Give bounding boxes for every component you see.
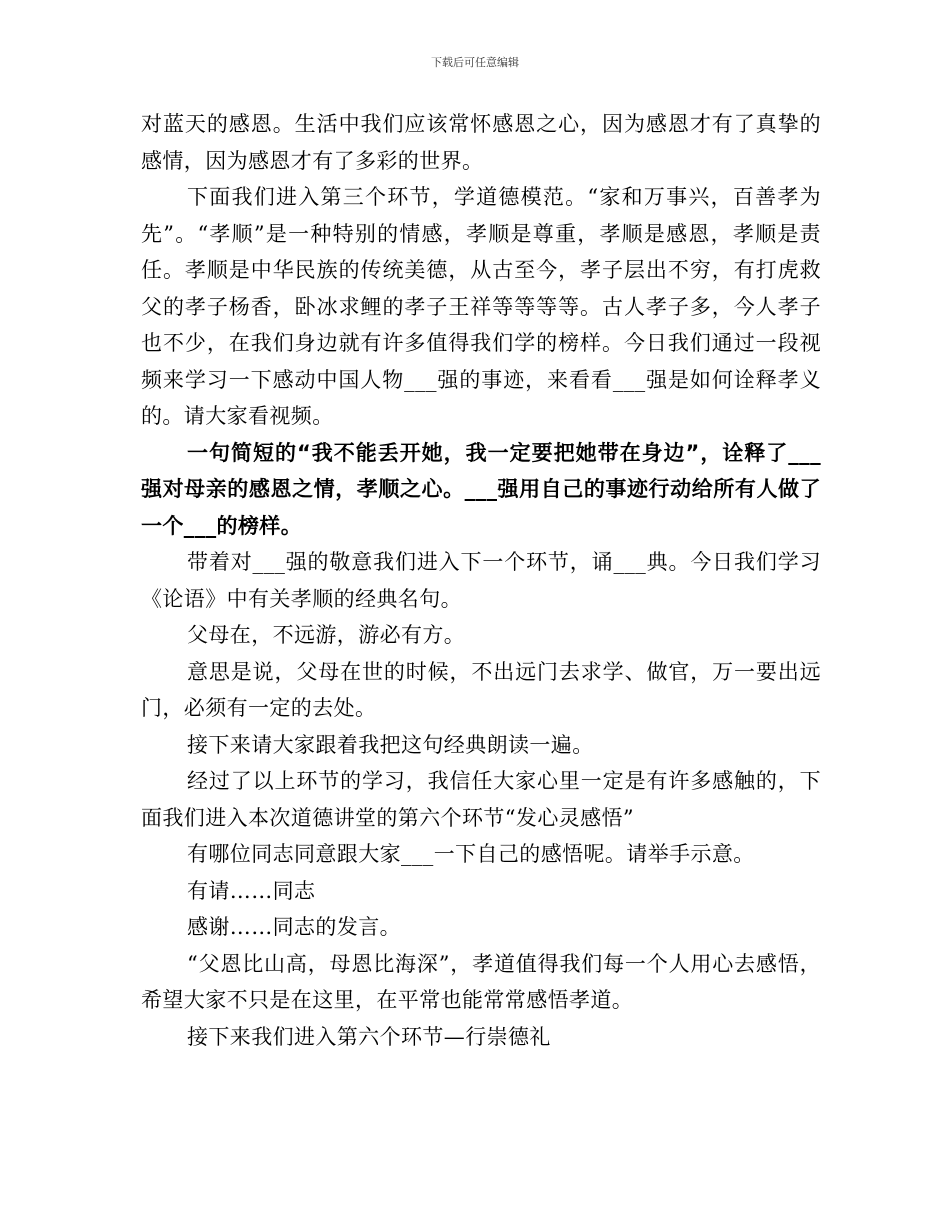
paragraph-7: 接下来请大家跟着我把这句经典朗读一遍。 (187, 732, 594, 757)
paragraph-1: 对蓝天的感恩。生活中我们应该常怀感恩之心，因为感恩才有了真挚的感情，因为感恩才有了多彩的世界。 (141, 112, 821, 173)
paragraph-4: 带着对___强的敬意我们进入下一个环节，诵___典。今日我们学习《论语》中有关孝顺的经典名句。 (141, 550, 821, 611)
paragraph-9: 有哪位同志同意跟大家___一下自己的感悟呢。请举手示意。 (187, 842, 755, 866)
paragraph-10: 有请……同志 (187, 878, 316, 903)
document-body (141, 106, 821, 1055)
paragraph-5: 父母在，不远游，游必有方。 (187, 623, 466, 647)
paragraph-13: 接下来我们进入第六个环节—行崇德礼 (187, 1024, 551, 1049)
paragraph-8: 经过了以上环节的学习，我信任大家心里一定是有许多感触的，下面我们进入本次道德讲堂的第六个环节“发心灵感悟” (141, 769, 821, 830)
paragraph-12: “父恩比山高，母恩比海深”，孝道值得我们每一个人用心去感悟，希望大家不只是在这里，在平常也能常常感悟孝道。 (141, 951, 821, 1012)
paragraph-2: 下面我们进入第三个环节，学道德模范。“家和万事兴，百善孝为先”。“孝顺”是一种特别的情感，孝顺是尊重，孝顺是感恩，孝顺是责任。孝顺是中华民族的传统美德，从古至今，孝子层出不穷，有打虎救父的孝子杨香，卧冰求鲤的孝子王祥等等等等。古人孝子多，今人孝子也不少，在我们身边就有许多值得我们学的榜样。今日我们通过一段视频来学习一下感动中国人物___强的事迹，来看看___强是如何诠释孝义的。请大家看视频。 (141, 185, 821, 428)
paragraph-6: 意思是说，父母在世的时候，不出远门去求学、做官，万一要出远门，必须有一定的去处。 (141, 659, 821, 720)
page-header: 下载后可任意编辑 (431, 56, 519, 69)
paragraph-11: 感谢……同志的发言。 (187, 915, 401, 939)
paragraph-3-bold: 一句简短的“我不能丢开她，我一定要把她带在身边”，诠释了___强对母亲的感恩之情，孝顺之心。___强用自己的事迹行动给所有人做了一个___的榜样。 (141, 440, 821, 538)
